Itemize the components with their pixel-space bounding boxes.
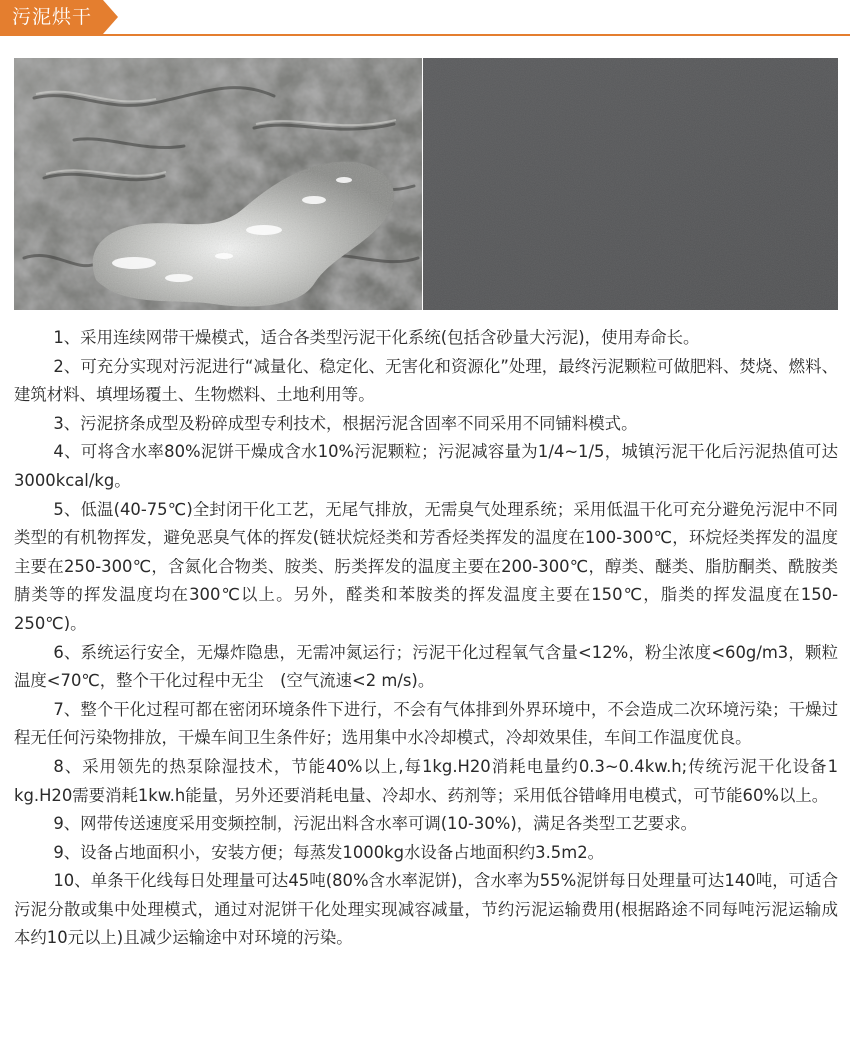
paragraph-9: 9、网带传送速度采用变频控制，污泥出料含水率可调(10-30%)，满足各类型工艺要求。 xyxy=(53,814,698,834)
paragraph-11: 10、单条干化线每日处理量可达45吨(80%含水率泥饼)，含水率为55%泥饼每日处理量可达140吨，可适合污泥分散或集中处理模式，通过对泥饼干化处理实现减容减量，节约污泥运输费用(根据路途不同每吨污泥运输成本约10元以上)且减少运输途中对环境的污染。 xyxy=(14,871,838,948)
paragraph-5: 5、低温(40-75℃)全封闭干化工艺，无尾气排放，无需臭气处理系统；采用低温干化可充分避免污泥中不同类型的有机物挥发，避免恶臭气体的挥发(链状烷烃类和芳香烃类挥发的温度在100-300℃，环烷烃类挥发的温度主要在250-300℃，含氮化合物类、胺类、肟类挥发的温度主要在200-300℃，醇类、醚类、脂肪酮类、酰胺类腈类等的挥发温度均在300℃以上。另外，醛类和苯胺类的挥发温度主要在150℃，脂类的挥发温度在150-250℃)。 xyxy=(14,499,838,633)
paragraph-2: 2、可充分实现对污泥进行“减量化、稳定化、无害化和资源化”处理，最终污泥颗粒可做肥料、焚烧、燃料、建筑材料、填埋场覆土、生物燃料、土地利用等。 xyxy=(14,356,838,405)
photo-strip xyxy=(14,58,838,310)
paragraph-3: 3、污泥挤条成型及粉碎成型专利技术，根据污泥含固率不同采用不同铺料模式。 xyxy=(53,413,638,433)
section-tab xyxy=(0,0,118,34)
paragraph-1: 1、采用连续网带干燥模式，适合各类型污泥干化系统(包括含砂量大污泥)，使用寿命长。 xyxy=(53,328,700,347)
article-body xyxy=(14,324,838,953)
wet-sludge-photo xyxy=(14,58,422,310)
section-header xyxy=(0,0,850,36)
header-rule xyxy=(0,34,850,36)
paragraph-7: 7、整个干化过程可都在密闭环境条件下进行，不会有气体排到外界环境中，不会造成二次环境污染；干燥过程无任何污染物排放，干燥车间卫生条件好；选用集中水冷却模式，冷却效果佳，车间工作温度优良。 xyxy=(14,699,838,748)
section-title: 污泥烘干 xyxy=(12,6,93,28)
paragraph-6: 6、系统运行安全，无爆炸隐患，无需冲氮运行；污泥干化过程氧气含量<12%，粉尘浓度<60g/m3，颗粒温度<70℃，整个干化过程中无尘 (空气流速<2 m/s)。 xyxy=(14,642,838,691)
paragraph-8: 8、采用领先的热泵除湿技术，节能40%以上,每1kg.H20消耗电量约0.3~0.4kw.h;传统污泥干化设备1 kg.H20需要消耗1kw.h能量，另外还要消耗电量、冷却水、药剂等；采用低谷错峰用电模式，可节能60%以上。 xyxy=(14,756,838,805)
paragraph-4: 4、可将含水率80%泥饼干燥成含水10%污泥颗粒；污泥减容量为1/4~1/5，城镇污泥干化后污泥热值可达3000kcal/kg。 xyxy=(14,442,838,490)
paragraph-10: 9、设备占地面积小，安装方便；每蒸发1000kg水设备占地面积约3.5m2。 xyxy=(53,842,605,862)
dried-sludge-photo xyxy=(423,58,838,310)
